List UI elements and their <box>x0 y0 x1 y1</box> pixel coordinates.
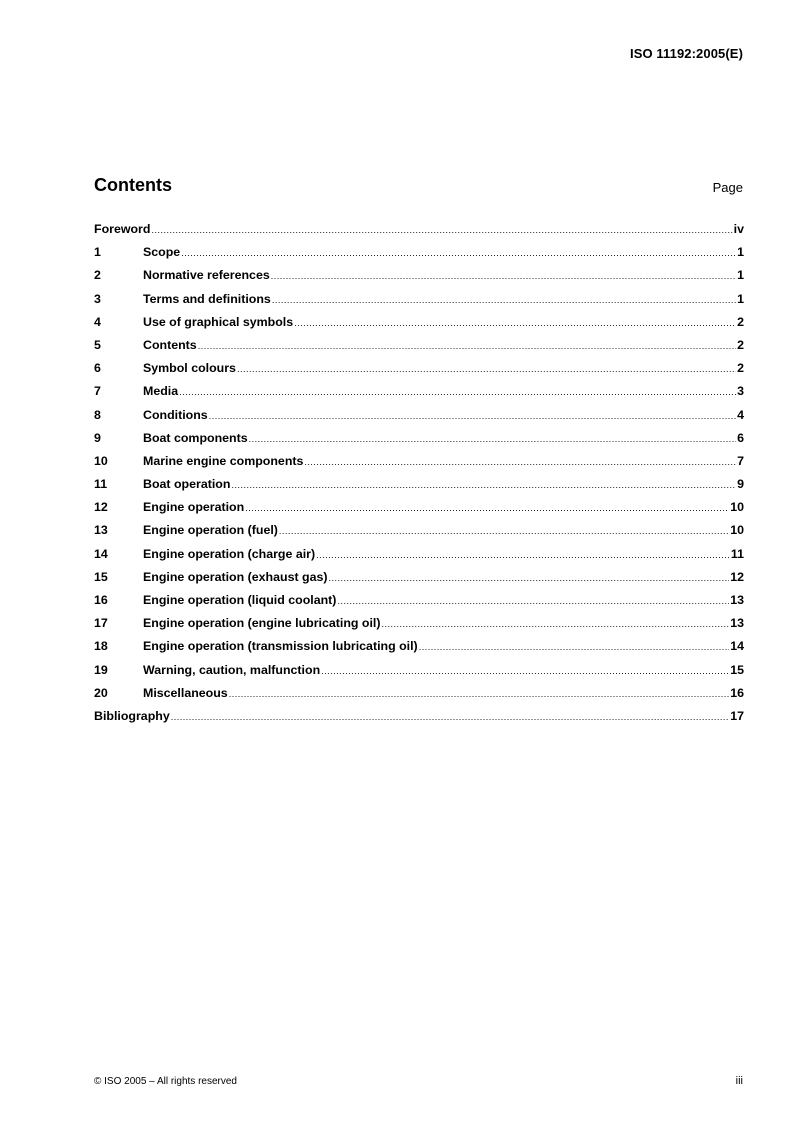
toc-entry[interactable] <box>94 361 744 384</box>
toc-dot-leader <box>237 361 736 375</box>
toc-dot-leader <box>179 384 736 398</box>
toc-dot-leader <box>272 292 736 306</box>
toc-entry-title: Conditions <box>143 407 208 422</box>
toc-entry-title: Terms and definitions <box>143 291 271 306</box>
toc-entry[interactable] <box>94 477 744 500</box>
toc-entry[interactable] <box>94 500 744 523</box>
toc-dot-leader <box>171 709 729 723</box>
toc-entry-title: Media <box>143 384 179 399</box>
toc-entry-number: 15 <box>94 569 108 584</box>
toc-entry-title: Symbol colours <box>143 361 236 376</box>
toc-entry-page: 1 <box>737 268 744 283</box>
toc-entry[interactable] <box>94 663 744 686</box>
contents-heading: Contents <box>94 175 172 195</box>
toc-entry[interactable] <box>94 639 744 662</box>
toc-dot-leader <box>151 222 732 236</box>
toc-entry-number: 4 <box>94 314 101 329</box>
toc-entry-number: 5 <box>94 337 101 352</box>
toc-entry-number: 10 <box>94 453 108 468</box>
toc-dot-leader <box>329 570 730 584</box>
toc-entry-page: iv <box>733 222 744 236</box>
toc-entry-title: Engine operation (engine lubricating oil) <box>143 616 381 631</box>
toc-entry[interactable] <box>94 338 744 361</box>
page-number: iii <box>735 1075 743 1087</box>
toc-dot-leader <box>249 431 736 445</box>
toc-entry-page: 2 <box>737 361 744 376</box>
toc-entry-title: Use of graphical symbols <box>143 314 294 329</box>
toc-entry-page: 16 <box>730 685 744 700</box>
toc-entry-page: 3 <box>737 384 744 399</box>
document-identifier: ISO 11192:2005(E) <box>630 46 743 61</box>
toc-entry-title: Foreword <box>94 222 151 236</box>
toc-entry-page: 13 <box>730 616 744 631</box>
toc-entry-title: Scope <box>143 245 181 260</box>
toc-entry-number: 20 <box>94 685 108 700</box>
toc-entry-page: 15 <box>730 662 744 677</box>
toc-entry[interactable] <box>94 709 744 732</box>
toc-entry-number: 9 <box>94 430 101 445</box>
toc-dot-leader <box>382 616 730 630</box>
toc-entry-page: 2 <box>737 337 744 352</box>
toc-dot-leader <box>321 663 729 677</box>
toc-entry-page: 6 <box>737 430 744 445</box>
toc-dot-leader <box>209 408 736 422</box>
toc-entry-title: Engine operation (exhaust gas) <box>143 569 328 584</box>
toc-entry[interactable] <box>94 408 744 431</box>
toc-entry-number: 7 <box>94 384 101 399</box>
toc-entry[interactable] <box>94 268 744 291</box>
toc-entry[interactable] <box>94 384 744 407</box>
toc-entry[interactable] <box>94 547 744 570</box>
toc-dot-leader <box>294 315 736 329</box>
toc-entry[interactable] <box>94 315 744 338</box>
toc-entry-number: 18 <box>94 639 108 654</box>
toc-entry-title: Bibliography <box>94 708 170 723</box>
toc-entry-title: Boat operation <box>143 477 231 492</box>
toc-entry-title: Engine operation <box>143 500 245 515</box>
toc-entry-number: 11 <box>94 477 108 492</box>
toc-dot-leader <box>304 454 736 468</box>
toc-entry[interactable] <box>94 686 744 709</box>
toc-entry-title: Engine operation (fuel) <box>143 523 278 538</box>
toc-entry-number: 3 <box>94 291 101 306</box>
toc-entry-number: 16 <box>94 593 108 607</box>
toc-entry-title: Warning, caution, malfunction <box>143 662 321 677</box>
toc-dot-leader <box>316 547 730 561</box>
toc-entry[interactable] <box>94 570 744 593</box>
toc-entry-title: Engine operation (transmission lubricating oil) <box>143 639 418 654</box>
toc-entry-page: 17 <box>730 708 744 723</box>
toc-entry-page: 13 <box>730 593 744 607</box>
toc-dot-leader <box>337 593 729 607</box>
toc-entry-page: 1 <box>737 291 744 306</box>
toc-entry-title: Boat components <box>143 430 248 445</box>
toc-entry[interactable] <box>94 593 744 616</box>
toc-entry[interactable] <box>94 454 744 477</box>
toc-entry-title: Normative references <box>143 268 270 283</box>
toc-entry-number: 19 <box>94 662 108 677</box>
toc-entry-page: 7 <box>737 453 744 468</box>
toc-entry-page: 4 <box>737 407 744 422</box>
page-column-label: Page <box>712 180 743 195</box>
toc-entry-page: 9 <box>737 477 744 492</box>
toc-entry-number: 14 <box>94 546 108 561</box>
toc-entry-number: 17 <box>94 616 108 631</box>
toc-dot-leader <box>419 639 730 653</box>
toc-entry-page: 10 <box>730 523 744 538</box>
toc-entry-page: 14 <box>730 639 744 654</box>
toc-entry-title: Marine engine components <box>143 453 304 468</box>
toc-dot-leader <box>231 477 736 491</box>
toc-entry-page: 12 <box>730 569 744 584</box>
toc-entry[interactable] <box>94 292 744 315</box>
toc-entry-page: 1 <box>737 245 744 260</box>
toc-entry-page: 11 <box>730 546 744 561</box>
toc-entry-number: 1 <box>94 245 101 260</box>
copyright-notice: © ISO 2005 – All rights reserved <box>94 1076 237 1087</box>
toc-entry-title: Engine operation (liquid coolant) <box>143 593 337 607</box>
toc-entry-title: Contents <box>143 337 197 352</box>
toc-entry[interactable] <box>94 245 744 268</box>
toc-dot-leader <box>181 245 736 259</box>
toc-entry-page: 2 <box>737 314 744 329</box>
toc-dot-leader <box>245 500 729 514</box>
toc-entry-title: Engine operation (charge air) <box>143 546 316 561</box>
toc-entry-number: 2 <box>94 268 101 283</box>
toc-entry[interactable] <box>94 616 744 639</box>
toc-entry-title: Miscellaneous <box>143 685 228 700</box>
toc-entry[interactable] <box>94 431 744 454</box>
toc-entry-page: 10 <box>730 500 744 515</box>
toc-dot-leader <box>198 338 736 352</box>
table-of-contents <box>94 222 744 732</box>
toc-dot-leader <box>279 523 729 537</box>
toc-entry-number: 6 <box>94 361 101 376</box>
toc-dot-leader <box>229 686 730 700</box>
toc-entry-number: 8 <box>94 407 101 422</box>
toc-dot-leader <box>271 268 736 282</box>
toc-entry[interactable] <box>94 523 744 546</box>
toc-entry[interactable] <box>94 222 744 245</box>
toc-entry-number: 13 <box>94 523 108 538</box>
toc-entry-number: 12 <box>94 500 108 515</box>
